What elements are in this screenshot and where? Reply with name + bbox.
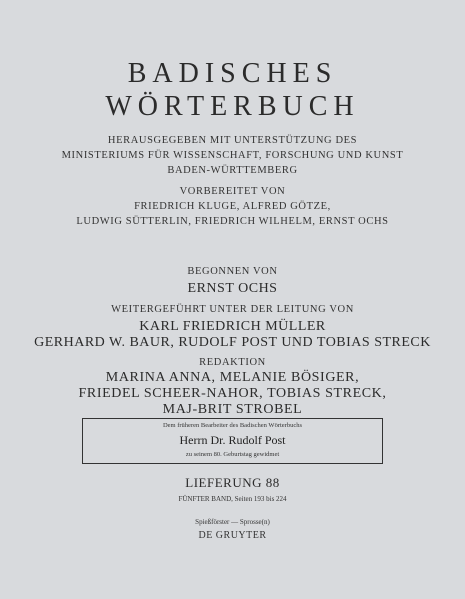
dedication-intro: Dem früheren Bearbeiter des Badischen Wörterbuchs (162, 422, 303, 429)
prepared-by-line-1: FRIEDRICH KLUGE, ALFRED GÖTZE, (134, 201, 331, 212)
prepared-by-line-2: LUDWIG SÜTTERLIN, FRIEDRICH WILHELM, ERNST OCHS (76, 216, 389, 227)
continued-by-name-1: KARL FRIEDRICH MÜLLER (139, 319, 326, 334)
editorial-name-2: FRIEDEL SCHEER-NAHOR, TOBIAS STRECK, (78, 386, 387, 401)
publisher-name: DE GRUYTER (198, 530, 267, 541)
issue-range: Spießförster — Sprosse(n) (195, 518, 270, 526)
editorial-name-3: MAJ-BRIT STROBEL (162, 402, 303, 417)
publisher-info-line-3: BADEN-WÜRTTEMBERG (167, 165, 298, 176)
continued-by-name-2: GERHARD W. BAUR, RUDOLF POST UND TOBIAS STRECK (34, 335, 431, 350)
dedication-name: Herrn Dr. Rudolf Post (179, 433, 286, 447)
editorial-label: REDAKTION (199, 357, 266, 368)
prepared-by-label: VORBEREITET VON (179, 186, 286, 197)
begun-by-name: ERNST OCHS (187, 281, 278, 296)
title-line-1: BADISCHES (127, 58, 338, 89)
publisher-info-line-1: HERAUSGEGEBEN MIT UNTERSTÜTZUNG DES (107, 135, 358, 146)
continued-by-label: WEITERGEFÜHRT UNTER DER LEITUNG VON (111, 304, 354, 315)
title-line-2: WÖRTERBUCH (105, 91, 360, 122)
issue-volume: FÜNFTER BAND, Seiten 193 bis 224 (178, 495, 287, 503)
dedication-occasion: zu seinem 80. Geburtstag gewidmet (185, 451, 280, 458)
publisher-info-line-2: MINISTERIUMS FÜR WISSENSCHAFT, FORSCHUNG UND KUNST (61, 150, 404, 161)
editorial-name-1: MARINA ANNA, MELANIE BÖSIGER, (105, 370, 360, 385)
begun-by-label: BEGONNEN VON (187, 266, 278, 277)
issue-lieferung: LIEFERUNG 88 (185, 475, 280, 490)
